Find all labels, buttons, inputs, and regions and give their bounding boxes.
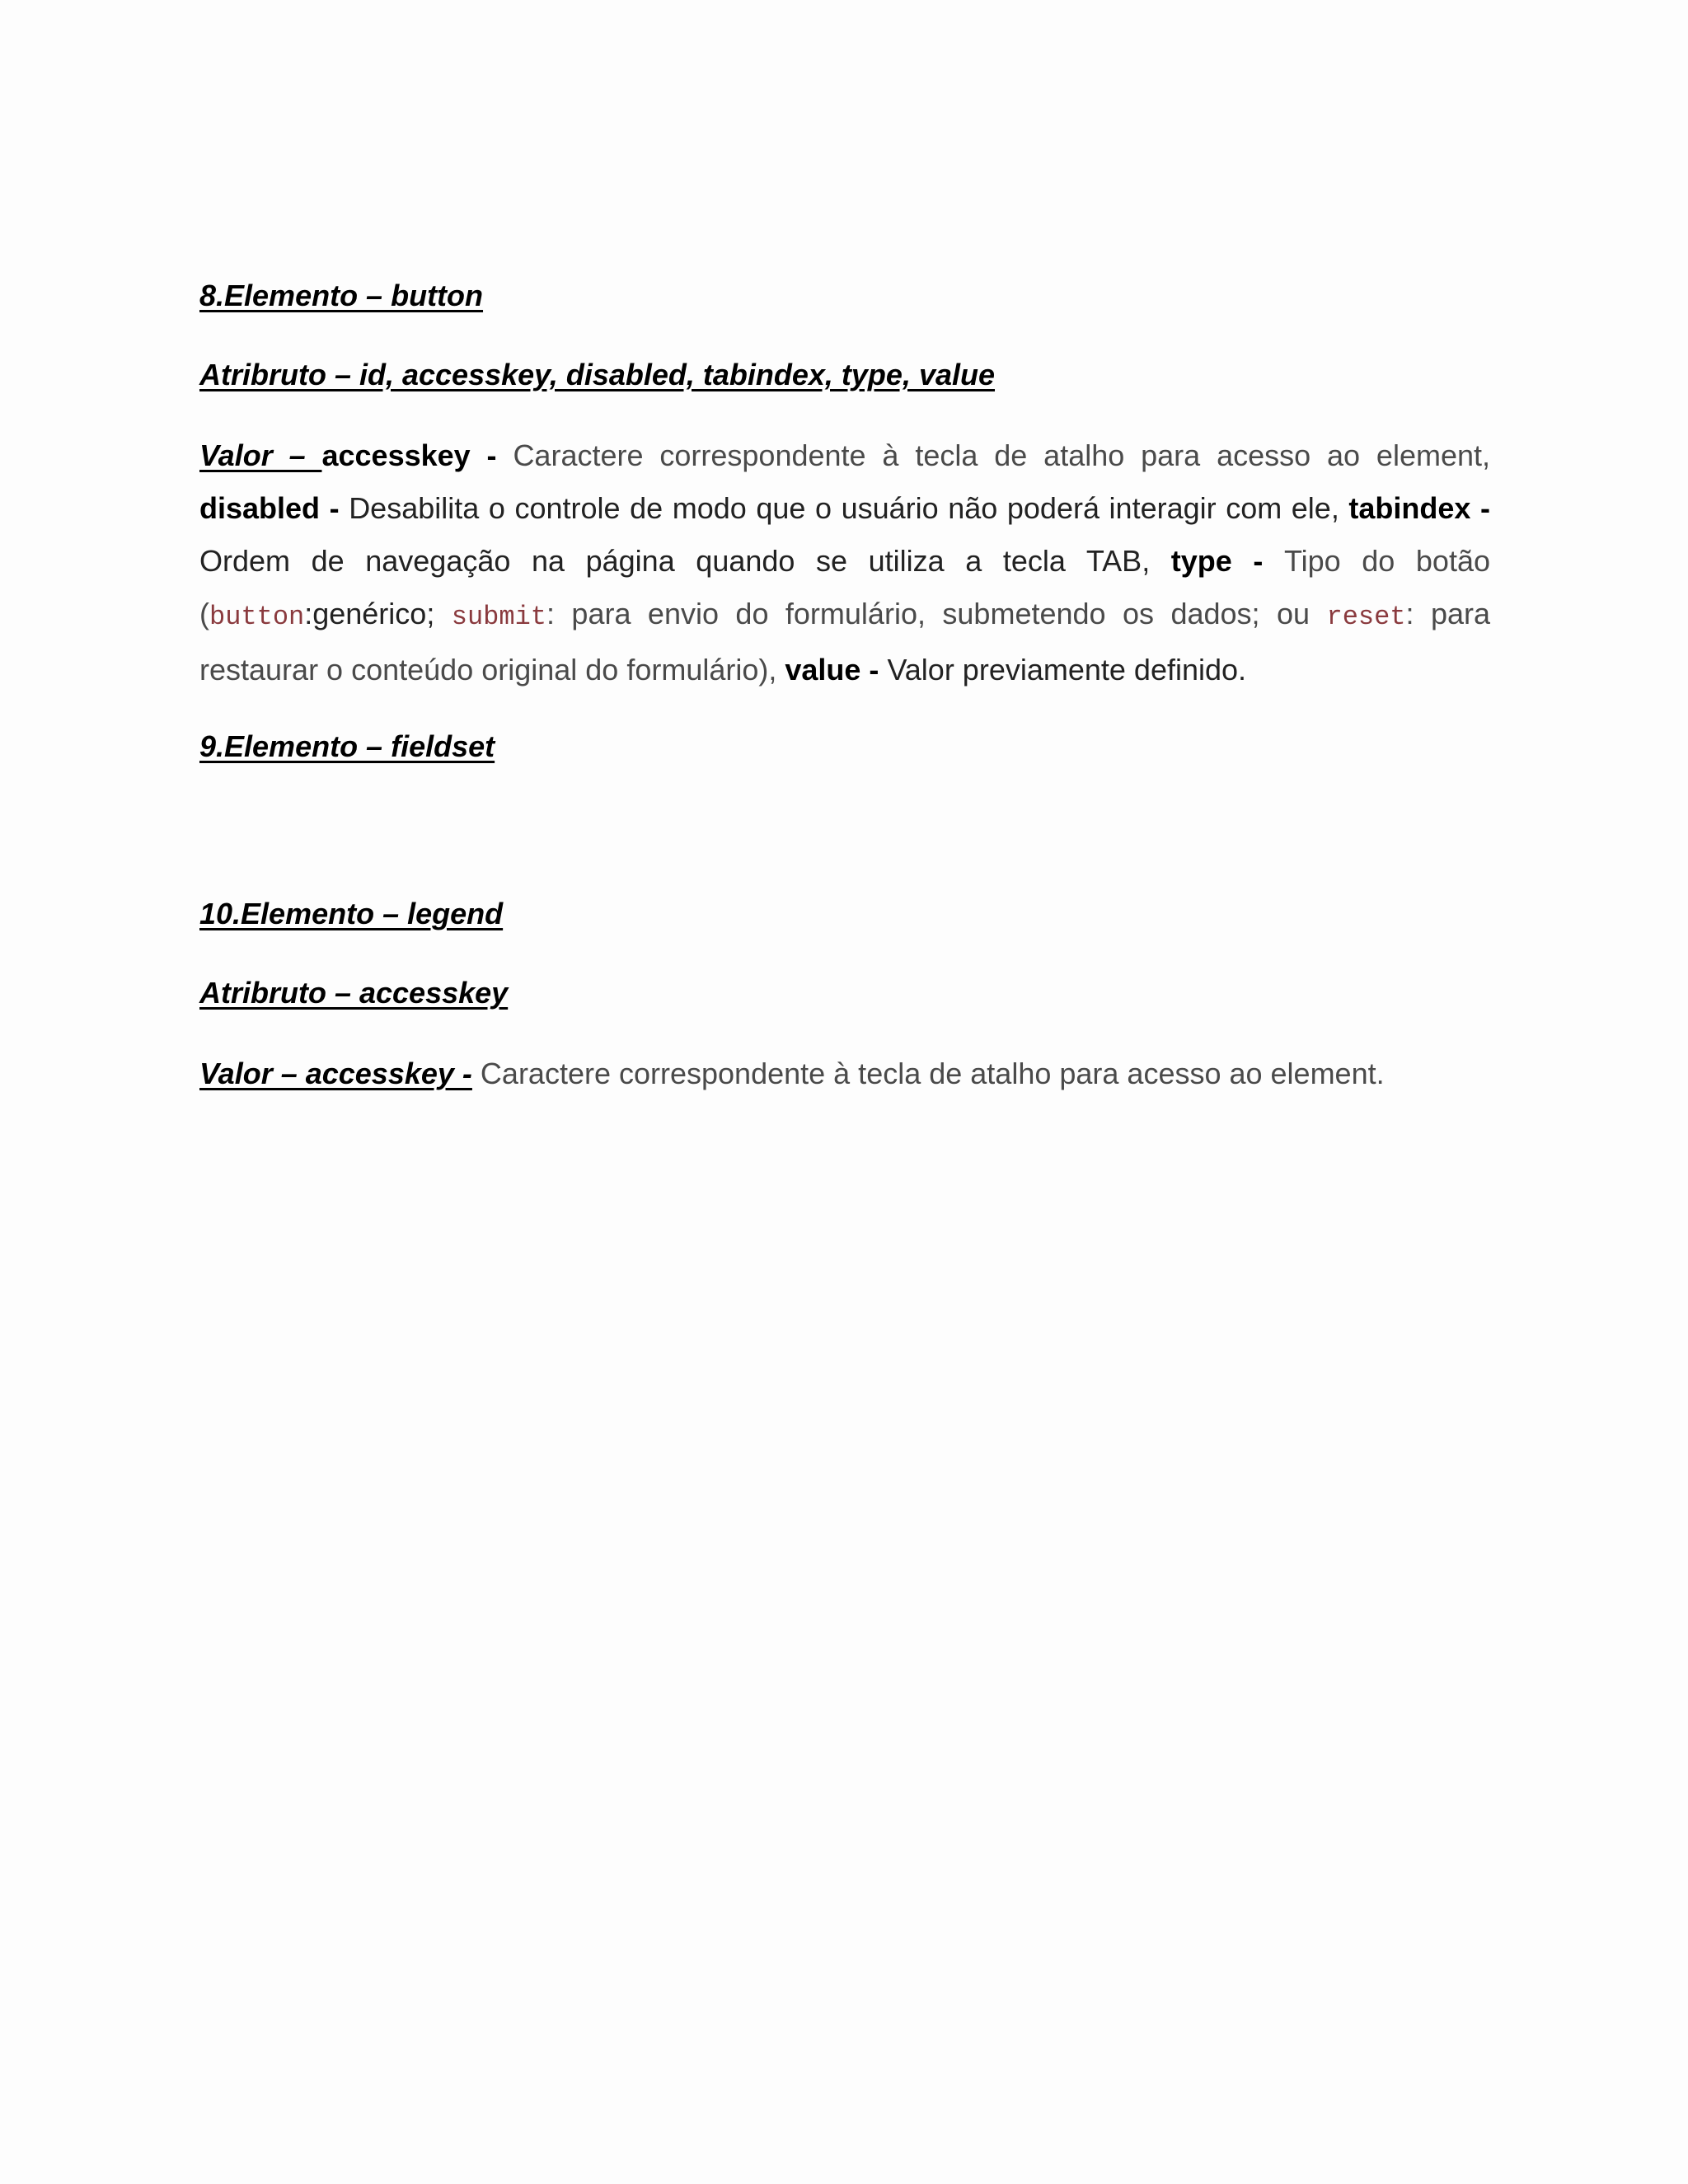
attributes-heading-button: Atribruto – id, accesskey, disabled, tabindex, type, value: [199, 358, 996, 391]
code-reset: reset: [1326, 602, 1406, 632]
attributes-heading-legend: Atribruto – accesskey: [199, 976, 509, 1010]
desc-type-start: Tipo do botão (: [199, 544, 1490, 630]
code-button: button: [209, 602, 305, 632]
code-submit: submit: [451, 602, 546, 632]
desc-value: Valor previamente definido.: [887, 653, 1247, 687]
desc-tabindex: Ordem de navegação na página quando se utiliza a tecla TAB,: [199, 544, 1171, 578]
term-type: type -: [1170, 544, 1284, 578]
section-heading-fieldset: 9.Elemento – fieldset: [199, 729, 495, 763]
desc-accesskey-legend: Caractere correspondente à tecla de atalho para acesso ao element.: [471, 1057, 1385, 1090]
values-paragraph-legend: [199, 1047, 1490, 1100]
desc-accesskey: Caractere correspondente à tecla de atalho para acesso ao element,: [513, 438, 1491, 472]
term-value: value -: [785, 653, 888, 687]
desc-type-generic: :genérico;: [304, 597, 452, 630]
values-paragraph-button: [199, 429, 1490, 696]
desc-disabled: Desabilita o controle de modo que o usuário não poderá interagir com ele,: [349, 491, 1349, 525]
term-disabled: disabled -: [199, 491, 349, 525]
term-accesskey: accesskey -: [321, 438, 513, 472]
section-heading-legend: 10.Elemento – legend: [199, 897, 504, 930]
valor-label: Valor –: [199, 438, 322, 472]
section-heading-button: 8.Elemento – button: [199, 279, 484, 312]
valor-label-legend: Valor – accesskey -: [199, 1057, 472, 1090]
term-tabindex: tabindex -: [1348, 491, 1490, 525]
desc-type-submit: : para envio do formulário, submetendo os dados; ou: [546, 597, 1327, 630]
desc-type-reset: : para restaurar o conteúdo original do formulário),: [199, 597, 1490, 687]
